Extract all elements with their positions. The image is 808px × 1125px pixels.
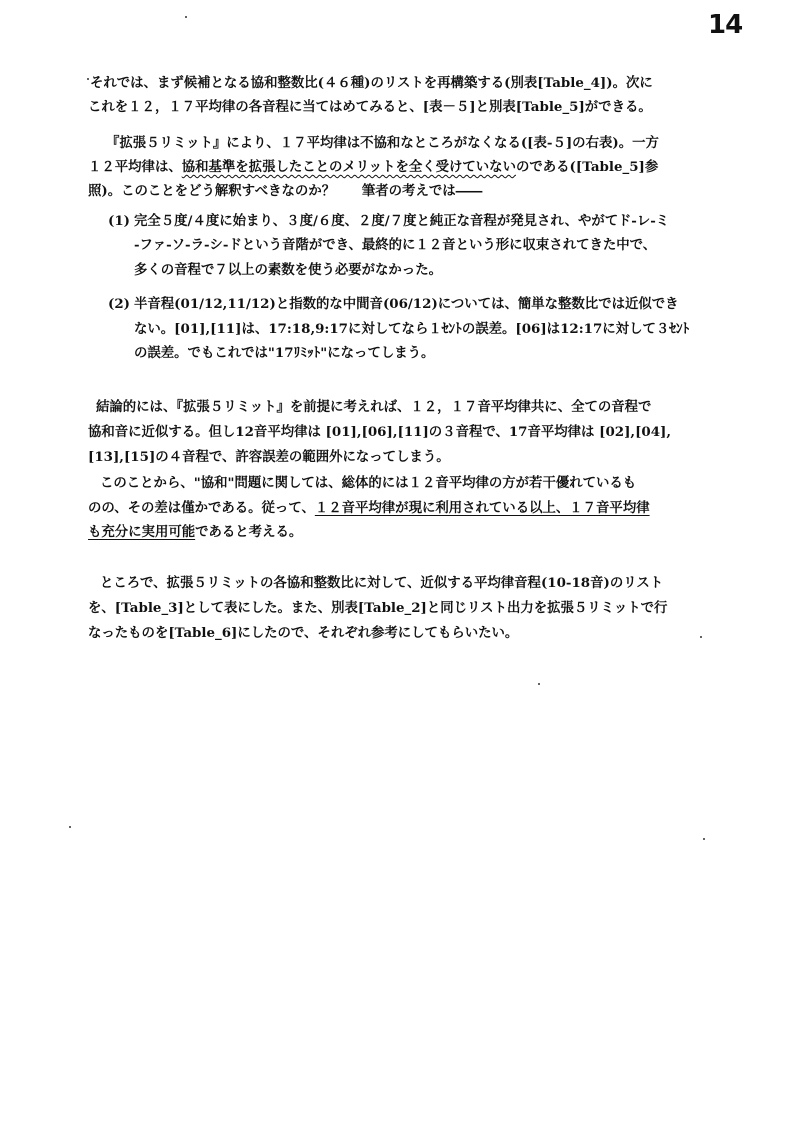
scan-speck — [87, 78, 89, 80]
text-line: 照)。このことをどう解釈すべきなのか？ 筆者の考えでは―― — [88, 183, 483, 199]
text-line: 完全５度/４度に始まり、３度/６度、２度/７度と純正な音程が発見され、やがてド-レ-ミ — [134, 213, 670, 229]
scan-speck — [700, 636, 702, 638]
scan-speck — [185, 16, 187, 18]
underlined-emphasis: 協和基準を拡張したことのメリットを全く受けていない — [181, 159, 516, 175]
text-line — [88, 158, 658, 176]
text-line — [88, 523, 302, 541]
scan-speck — [538, 683, 540, 685]
list-marker: (1) — [108, 213, 130, 229]
text-line: -ファ-ソ-ラ-シ-ドという音階ができ、最終的に１２音という形に収束されてきた中で、 — [134, 237, 657, 253]
text-line: なったものを[Table_6]にしたので、それぞれ参考にしてもらいたい。 — [88, 625, 519, 641]
text-span: のの、その差は僅かである。従って、 — [88, 500, 315, 516]
underlined-emphasis: １２音平均律が現に利用されている以上、１７音平均律 — [314, 500, 650, 516]
text-line: の誤差。でもこれでは"17ﾘﾐｯﾄ"になってしまう。 — [134, 345, 435, 361]
text-span: であると考える。 — [195, 524, 303, 540]
text-line: これを１２，１７平均律の各音程に当てはめてみると、[表－５]と別表[Table_5]ができる。 — [88, 99, 652, 115]
text-line: を、[Table_3]として表にした。また、別表[Table_2]と同じリスト出力を拡張５リミットで行 — [88, 600, 668, 616]
text-line: 多くの音程で７以上の素数を使う必要がなかった。 — [134, 262, 442, 278]
text-line: 協和音に近似する。但し12音平均律は [01],[06],[11]の３音程で、17音平均律は [02],[04], — [88, 424, 672, 440]
text-line — [88, 499, 650, 517]
text-line: 半音程(01/12,11/12)と指数的な中間音(06/12)については、簡単な整数比では近似でき — [134, 296, 679, 312]
text-line: ところで、拡張５リミットの各協和整数比に対して、近似する平均律音程(10-18音)のリスト — [100, 575, 664, 591]
text-line: 『拡張５リミット』により、１７平均律は不協和なところがなくなる([表-５]の右表)。一方 — [106, 135, 659, 151]
text-line: それでは、まず候補となる協和整数比(４６種)のリストを再構築する(別表[Table_4])。次に — [90, 75, 653, 91]
scan-speck — [703, 838, 705, 840]
text-line: ない。[01],[11]は、17:18,9:17に対してなら１ｾﾝﾄの誤差。[06]は12:17に対して３ｾﾝﾄ — [134, 321, 690, 337]
underlined-emphasis: も充分に実用可能 — [88, 524, 196, 540]
text-span: １２平均律は、 — [88, 159, 182, 175]
list-marker: (2) — [108, 296, 130, 312]
page-number: 14 — [708, 10, 743, 40]
text-line: 結論的には、『拡張５リミット』を前提に考えれば、１２，１７音平均律共に、全ての音程で — [96, 399, 652, 415]
scan-speck — [69, 826, 71, 828]
text-span: のである([Table_5]参 — [515, 159, 659, 175]
text-line: [13],[15]の４音程で、許容誤差の範囲外になってしまう。 — [88, 449, 450, 465]
text-line: このことから、"協和"問題に関しては、総体的には１２音平均律の方が若干優れているも — [100, 475, 637, 491]
